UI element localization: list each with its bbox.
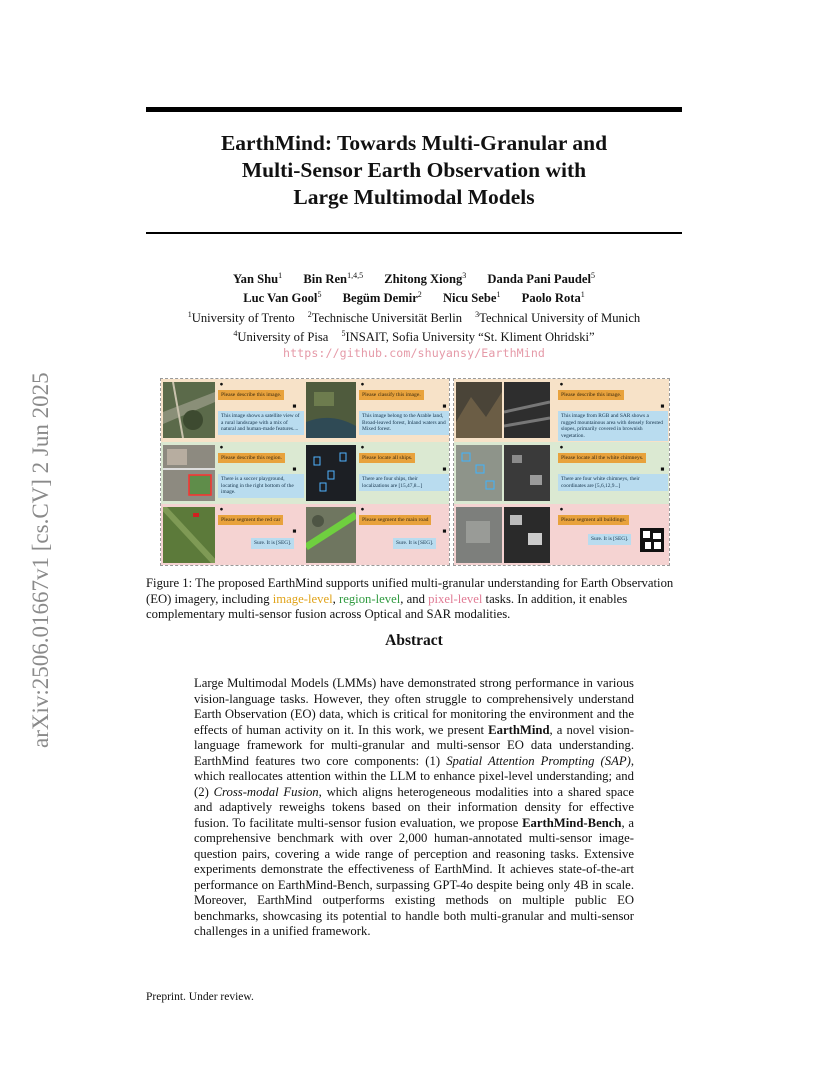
- satellite-thumbnail-playground: [163, 445, 215, 501]
- author: Bin Ren$^{1,4,5}$: [303, 271, 364, 287]
- prompt-bubble: Please locate all ships.: [359, 453, 415, 463]
- caption-text: tasks. In addition, it enables complementary multi-sensor fusion across Optical and SAR modalities.: [146, 591, 628, 622]
- sar-thumbnail-buildings: [504, 507, 550, 563]
- satellite-thumbnail-rural: [163, 382, 215, 438]
- figure-row-image-level: [454, 379, 669, 442]
- sar-thumbnail-chimneys: [504, 445, 550, 501]
- author: Paolo Rota$^1$: [521, 290, 585, 306]
- caption-label: Figure 1:: [146, 576, 193, 590]
- abstract-bold-bench: EarthMind-Bench: [522, 815, 622, 830]
- user-icon: ●: [559, 381, 564, 388]
- author: Danda Pani Paudel$^5$: [487, 271, 595, 287]
- robot-icon: ■: [292, 403, 297, 410]
- author: Begüm Demir$^2$: [342, 290, 422, 306]
- abstract-bold-earthmind: EarthMind: [488, 722, 550, 737]
- repo-link[interactable]: https://github.com/shuyansy/EarthMind: [283, 345, 545, 360]
- arxiv-id: arXiv:2506.01667v1 [cs.CV] 2 Jun 2025: [28, 372, 53, 748]
- prompt-bubble: Please describe this image.: [218, 390, 284, 400]
- answer-bubble: Sure. It is [SEG].: [393, 538, 436, 549]
- caption-separator: , and: [400, 591, 425, 606]
- arxiv-side-stamp: [10, 296, 58, 756]
- author: Luc Van Gool$^5$: [243, 290, 322, 306]
- user-icon: ●: [559, 506, 564, 513]
- paper-title: [146, 130, 682, 211]
- abstract-body: [194, 676, 634, 940]
- answer-bubble: Sure. It is [SEG].: [588, 534, 631, 545]
- author: Zhitong Xiong$^3$: [384, 271, 467, 287]
- rgb-thumbnail-mountain: [456, 382, 502, 438]
- robot-icon: ■: [660, 466, 665, 473]
- title-line-2: Multi-Sensor Earth Observation with: [241, 158, 587, 182]
- satellite-thumbnail-forest: [306, 382, 356, 438]
- author-names-line-2: [146, 287, 682, 306]
- user-icon: ●: [219, 444, 224, 451]
- affiliations-line-1: [146, 306, 682, 325]
- author-block: [146, 268, 682, 361]
- title-line-1: EarthMind: Towards Multi-Granular and: [220, 131, 608, 155]
- abstract-text: , which aligns heterogeneous modalities into a shared space and adaptively reweighs tokens based on their information density for effective fusion. To facilitate multi-sensor fusion evaluation, we propose: [194, 784, 634, 830]
- robot-icon: ■: [442, 528, 447, 535]
- title-line-3: Large Multimodal Models: [293, 185, 535, 209]
- user-icon: ●: [219, 506, 224, 513]
- caption-text: The proposed EarthMind supports unified multi-granular understanding for Earth Observation (EO) imagery, including: [146, 576, 674, 606]
- figure-panel-multi-granular: [160, 378, 450, 566]
- user-icon: ●: [559, 444, 564, 451]
- answer-bubble: There are four ships, their localizations are [15,47,8...]: [359, 474, 449, 491]
- robot-icon: ■: [442, 403, 447, 410]
- answer-bubble: This image belong to the Arable land, Broad-leaved forest, Inland waters and Mixed forest.: [359, 411, 449, 435]
- satellite-thumbnail-road: [306, 507, 356, 563]
- abstract-text: , which reallocates attention within the LLM to enhance pixel-level understanding; and (2): [194, 753, 634, 799]
- prompt-bubble: Please describe this image.: [558, 390, 624, 400]
- answer-bubble: This image from RGB and SAR shows a rugged mountainous area with densely forested slopes, primarily covered in brownish vegetation.: [558, 411, 668, 441]
- answer-bubble: Sure. It is [SEG].: [251, 538, 294, 549]
- caption-region-level: region-level: [338, 591, 401, 606]
- title-rule: [146, 232, 682, 234]
- figure-row-pixel-level: [454, 504, 669, 566]
- satellite-thumbnail-field: [163, 507, 215, 563]
- affiliation: $^3$Technical University of Munich: [475, 309, 641, 325]
- abstract-text: , a comprehensive benchmark with over 2,000 human-annotated multi-sensor image-question pairs, covering a wide range of perception and reasoning tasks. Extensive experiments demonstrate the effectiveness of EarthMind. It achieves state-of-the-art performance on EarthMind-Bench, surpassing GPT-4o despite being only 4B in scale. Moreover, EarthMind outperforms existing methods on multiple public EO benchmarks, showcasing its potential to handle both multi-granular and multi-sensor challenges in a unified framework.: [194, 815, 634, 938]
- repo-line: [146, 345, 682, 361]
- caption-image-level: image-level: [272, 591, 333, 606]
- figure-panel-multi-sensor: [453, 378, 670, 566]
- robot-icon: ■: [292, 466, 297, 473]
- caption-pixel-level: pixel-level: [428, 591, 483, 606]
- affiliations-line-2: [146, 326, 682, 345]
- answer-bubble: This image shows a satellite view of a rural landscape with a mix of natural and human-made features....: [218, 411, 304, 435]
- abstract-heading: Abstract: [385, 632, 443, 649]
- affiliation: $^5$INSAIT, Sofia University “St. Kliment Ohridski”: [341, 328, 595, 344]
- answer-bubble: There are four white chimneys, their coordinates are [5,6,12,9...]: [558, 474, 668, 491]
- caption-separator: ,: [332, 591, 336, 606]
- figure-1: [160, 378, 670, 566]
- robot-icon: ■: [292, 528, 297, 535]
- prompt-bubble: Please segment all buildings.: [558, 515, 629, 525]
- robot-icon: ■: [442, 466, 447, 473]
- user-icon: ●: [360, 381, 365, 388]
- rgb-thumbnail-chimneys: [456, 445, 502, 501]
- prompt-bubble: Please classify this image.: [359, 390, 424, 400]
- abstract-text: Large Multimodal Models (LMMs) have demonstrated strong performance in various vision-language tasks. However, they often struggle to comprehensively understand Earth Observation (EO) data, which is critical for monitoring the environment and the effects of human activity on it. In this work, we present: [194, 676, 634, 737]
- user-icon: ●: [360, 444, 365, 451]
- answer-bubble: There is a soccer playground, locating in the right bottom of the image.: [218, 474, 304, 498]
- abstract-italic-sap: Spatial Attention Prompting (SAP): [446, 753, 631, 768]
- prompt-bubble: Please segment the main road: [359, 515, 431, 525]
- segmentation-mask-thumbnail: [640, 528, 664, 552]
- sar-thumbnail-mountain: [504, 382, 550, 438]
- robot-icon: ■: [660, 403, 665, 410]
- figure-caption: [146, 576, 682, 623]
- abstract-text: , a novel vision-language framework for multi-granular and multi-sensor EO data understanding. EarthMind features two core components: (1): [194, 722, 635, 768]
- rgb-thumbnail-buildings: [456, 507, 502, 563]
- author: Nicu Sebe$^1$: [442, 290, 501, 306]
- figure-row-image-level: [161, 379, 449, 442]
- prompt-bubble: Please segment the red car: [218, 515, 283, 525]
- prompt-bubble: Please locate all the white chimneys.: [558, 453, 646, 463]
- user-icon: ●: [219, 381, 224, 388]
- top-rule: [146, 107, 682, 112]
- author: Yan Shu$^1$: [232, 271, 283, 287]
- abstract-italic-fusion: Cross-modal Fusion: [213, 784, 319, 799]
- figure-row-region-level: [454, 442, 669, 504]
- figure-row-region-level: [161, 442, 449, 504]
- footer-note: Preprint. Under review.: [146, 991, 254, 1003]
- figure-row-pixel-level: [161, 504, 449, 566]
- prompt-bubble: Please describe this region.: [218, 453, 285, 463]
- author-names-line-1: [146, 268, 682, 287]
- affiliation: $^4$University of Pisa: [233, 328, 329, 344]
- sar-thumbnail-ships: [306, 445, 356, 501]
- affiliation: $^1$University of Trento: [187, 309, 295, 325]
- user-icon: ●: [360, 506, 365, 513]
- affiliation: $^2$Technische Universität Berlin: [307, 309, 462, 325]
